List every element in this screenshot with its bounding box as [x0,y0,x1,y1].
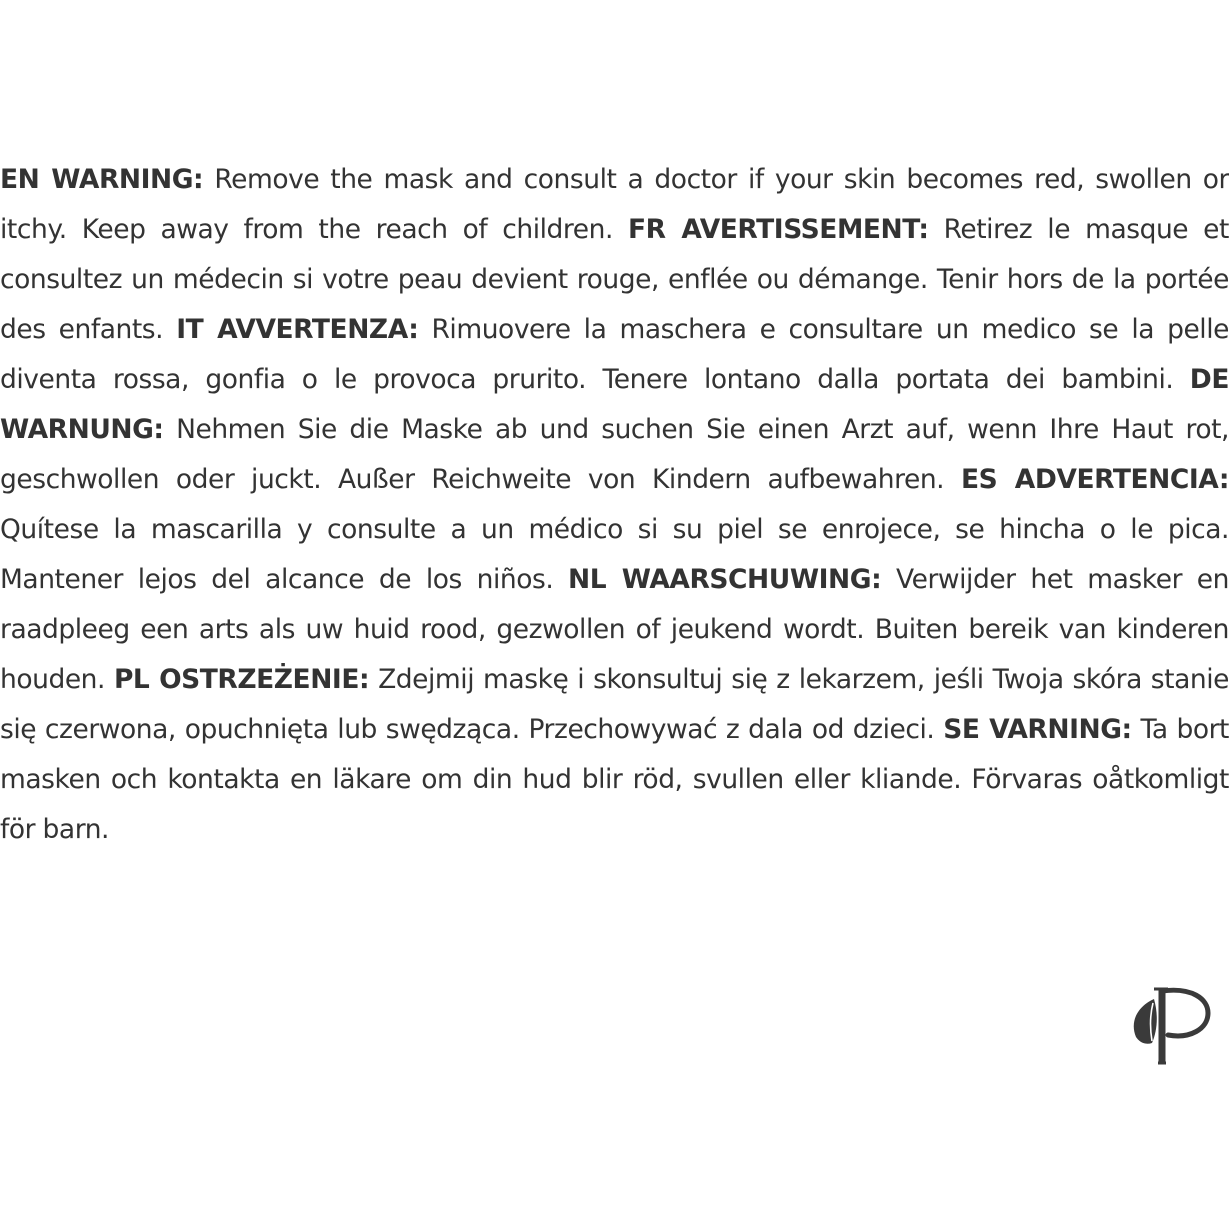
warning-text-nl: Verwijder het masker en raadpleeg een arts als uw huid rood, gezwollen of jeukend wordt. Buiten bereik van kinderen houden. [0,564,1229,695]
logo-leaf-shape [1134,999,1157,1044]
warning-label-nl: NL WAARSCHUWING: [568,564,882,595]
multilingual-warning-text [0,155,1229,855]
warning-label-pl: PL OSTRZEŻENIE: [113,664,370,695]
warning-text-de: Nehmen Sie die Maske ab und suchen Sie einen Arzt auf, wenn Ihre Haut rot, geschwollen oder juckt. Außer Reichweite von Kindern aufbewahren. [0,414,1229,495]
warning-text-fr: Retirez le masque et consultez un médecin si votre peau devient rouge, enflée ou démange. Tenir hors de la portée des enfants. [0,214,1229,345]
warning-label-de: DE WARNUNG: [0,364,1229,445]
warning-text-en: Remove the mask and consult a doctor if your skin becomes red, swollen or itchy. Keep away from the reach of children. [0,164,1229,245]
warning-label-en: EN WARNING: [0,164,204,195]
warning-it [0,314,1229,395]
warning-label-it: IT AVVERTENZA: [176,314,419,345]
warning-text-it: Rimuovere la maschera e consultare un medico se la pelle diventa rossa, gonfia o le provoca prurito. Tenere lontano dalla portata dei bambini. [0,314,1229,395]
warning-label-fr: FR AVERTISSEMENT: [628,214,929,245]
logo-p-letter [1154,989,1208,1063]
leaf-p-monogram-icon [1128,985,1212,1067]
warning-text-es: Quítese la mascarilla y consulte a un médico si su piel se enrojece, se hincha o le pica. Mantener lejos del alcance de los niños. [0,514,1229,595]
warning-label-es: ES ADVERTENCIA: [960,464,1229,495]
warning-label-se: SE VARNING: [943,714,1132,745]
warning-text-pl: Zdejmij maskę i skonsultuj się z lekarzem, jeśli Twoja skóra stanie się czerwona, opuchnięta lub swędząca. Przechowywać z dala od dzieci. [0,664,1229,745]
warning-text-se: Ta bort masken och kontakta en läkare om din hud blir röd, svullen eller kliande. Förvaras oåtkomligt för barn. [0,714,1229,845]
